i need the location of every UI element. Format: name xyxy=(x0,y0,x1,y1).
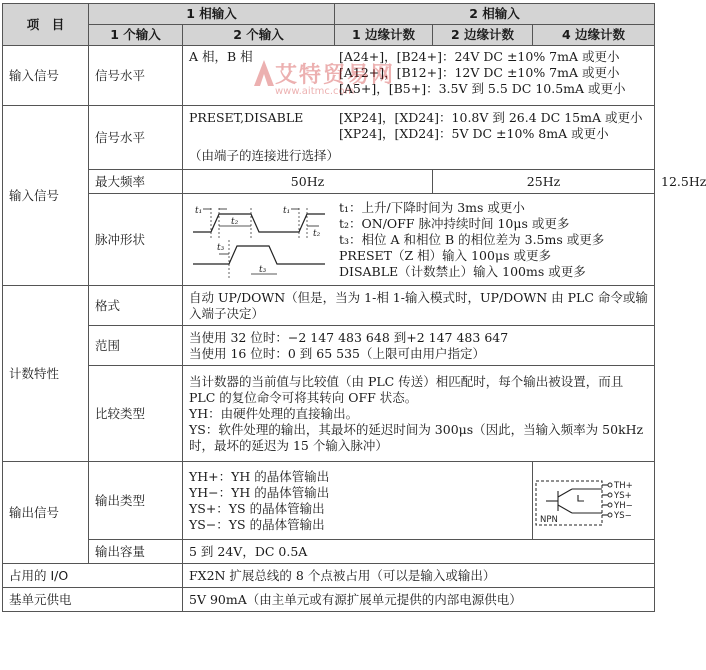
signal-level-line: [A24+]，[B24+]：24V DC ±10% 7mA 或更小 xyxy=(339,48,620,64)
label-signal-level-2: 信号水平 xyxy=(89,106,183,170)
t3-mark: t₃ xyxy=(217,242,225,253)
freq-2: 25Hz xyxy=(433,170,655,194)
npn-diagram-cell xyxy=(533,462,655,540)
row-io xyxy=(3,564,655,588)
terminal-circle xyxy=(608,503,612,507)
base-unit-power-text: 5V 90mA（由主单元或有源扩展单元提供的内部电源供电） xyxy=(183,588,655,612)
output-type-line: YH−：YH 的晶体管输出 xyxy=(189,484,330,500)
label-range: 范围 xyxy=(89,326,183,366)
label-output-capacity: 输出容量 xyxy=(89,540,183,564)
terminal-label: YS+ xyxy=(614,490,632,501)
pulse-line: PRESET（Z 相）输入 100μs 或更多 xyxy=(339,247,551,263)
npn-transistor-diagram xyxy=(532,475,644,531)
compare-line: YH：由硬件处理的直接输出。 xyxy=(189,405,359,421)
row-max-frequency: 最大频率 50Hz 25Hz 12.5Hz xyxy=(3,170,655,194)
signal-level-line: [A12+]，[B12+]：12V DC ±10% 7mA 或更小 xyxy=(339,64,620,80)
row-preset-level xyxy=(3,106,655,170)
label-compare-type: 比较类型 xyxy=(89,366,183,462)
row-range xyxy=(3,326,655,366)
preset-level-cell xyxy=(183,106,655,170)
waveform-phase-b xyxy=(193,246,325,264)
watermark-url: www.aitmc.com xyxy=(275,86,355,97)
label-format: 格式 xyxy=(89,286,183,326)
label-max-frequency: 最大频率 xyxy=(89,170,183,194)
row-format xyxy=(3,286,655,326)
range-line: 当使用 32 位时：−2 147 483 648 到+2 147 483 647 xyxy=(189,329,509,345)
range-cell xyxy=(183,326,655,366)
pulse-description xyxy=(339,200,604,280)
header-one-phase: 1 相输入 xyxy=(89,4,335,25)
label-pulse-shape: 脉冲形状 xyxy=(89,194,183,286)
output-type-line: YS+：YS 的晶体管输出 xyxy=(189,500,325,516)
terminal-circle xyxy=(608,513,612,517)
preset-level-note: （由端子的连接进行选择） xyxy=(189,147,340,163)
category-input-signal: 输入信号 xyxy=(3,46,89,106)
row-power xyxy=(3,588,655,612)
label-occupied-io: 占用的 I/O xyxy=(3,564,183,588)
pulse-line: t₂：ON/OFF 脉冲持续时间 10μs 或更多 xyxy=(339,215,570,231)
header-one-input: 1 个输入 xyxy=(89,25,183,46)
category-counting: 计数特性 xyxy=(3,286,89,462)
preset-level-lines xyxy=(339,110,642,142)
zener-mark xyxy=(578,495,584,501)
t1-mark: t₁ xyxy=(195,205,203,216)
pulse-line: t₁：上升/下降时间为 3ms 或更小 xyxy=(339,199,525,215)
output-type-line: YH+：YH 的晶体管输出 xyxy=(189,468,330,484)
header-row-1 xyxy=(3,4,655,25)
row-compare xyxy=(3,366,655,462)
terminal-label: YS− xyxy=(614,510,632,521)
output-type-line: YS−：YS 的晶体管输出 xyxy=(189,516,325,532)
freq-1: 50Hz xyxy=(183,170,433,194)
pulse-line: t₃：相位 A 和相位 B 的相位差为 3.5ms 或更多 xyxy=(339,231,605,247)
category-output-signal: 输出信号 xyxy=(3,462,89,564)
terminal-circle xyxy=(608,483,612,487)
pulse-shape-cell xyxy=(183,194,655,286)
npn-label: NPN xyxy=(540,514,558,525)
output-capacity-text: 5 到 24V，DC 0.5A xyxy=(183,540,655,564)
transistor-emitter xyxy=(558,505,572,513)
t2-mark: t₂ xyxy=(231,216,239,227)
signal-level-line: [A5+]，[B5+]：3.5V 到 5.5 DC 10.5mA 或更小 xyxy=(339,80,626,96)
header-row-2 xyxy=(3,25,655,46)
header-edge4: 4 边缘计数 xyxy=(533,25,655,46)
range-line: 当使用 16 位时：0 到 65 535（上限可由用户指定） xyxy=(189,345,485,361)
header-edge1: 1 边缘计数 xyxy=(335,25,433,46)
pulse-line: DISABLE（计数禁止）输入 100ms 或更多 xyxy=(339,263,586,279)
signal-level-ab-phases: A 相，B 相 xyxy=(189,48,253,64)
row-pulse-shape xyxy=(3,194,655,286)
t1-mark: t₁ xyxy=(283,205,291,216)
header-item: 项 目 xyxy=(3,4,89,46)
waveform-phase-a xyxy=(193,214,325,232)
category-input-signal-2: 输入信号 xyxy=(3,106,89,286)
t3-mark: t₃ xyxy=(259,264,267,275)
output-type-cell xyxy=(183,462,533,540)
compare-line: YS：软件处理的输出，其最坏的延迟时间为 300μs（因此，当输入频率为 50kHz 时，最坏的延迟为 15 个输入脉冲） xyxy=(189,421,644,453)
header-two-phase: 2 相输入 xyxy=(335,4,655,25)
header-two-inputs: 2 个输入 xyxy=(183,25,335,46)
preset-level-line: [XP24]，[XD24]：5V DC ±10% 8mA 或更小 xyxy=(339,125,609,141)
header-edge2: 2 边缘计数 xyxy=(433,25,533,46)
signal-level-ab-cell xyxy=(183,46,655,106)
transistor-collector xyxy=(558,489,572,497)
compare-line: 当计数器的当前值与比较值（由 PLC 传送）相匹配时，每个输出被设置，而且 PLC 的复位命令可将其转向 OFF 状态。 xyxy=(189,373,624,405)
occupied-io-text: FX2N 扩展总线的 8 个点被占用（可以是输入或输出） xyxy=(183,564,655,588)
preset-level-line: [XP24]，[XD24]：10.8V 到 26.4 DC 15mA 或更小 xyxy=(339,109,643,125)
label-base-unit-power: 基单元供电 xyxy=(3,588,183,612)
t2-mark: t₂ xyxy=(313,228,321,239)
terminal-label: YH− xyxy=(614,500,633,511)
preset-level-signals: PRESET,DISABLE xyxy=(189,109,304,125)
format-text: 自动 UP/DOWN（但是，当为 1-相 1-输入模式时，UP/DOWN 由 PLC 命令或输入端子决定） xyxy=(183,286,655,326)
label-output-type: 输出类型 xyxy=(89,462,183,540)
watermark-brand: 艾特贸易网 xyxy=(275,63,396,88)
terminal-circle xyxy=(608,493,612,497)
compare-cell xyxy=(183,366,655,462)
label-signal-level: 信号水平 xyxy=(89,46,183,106)
row-output-capacity xyxy=(3,540,655,564)
pulse-waveform-diagram xyxy=(189,204,329,284)
row-output-type xyxy=(3,462,655,540)
terminal-label: TH+ xyxy=(614,480,633,491)
